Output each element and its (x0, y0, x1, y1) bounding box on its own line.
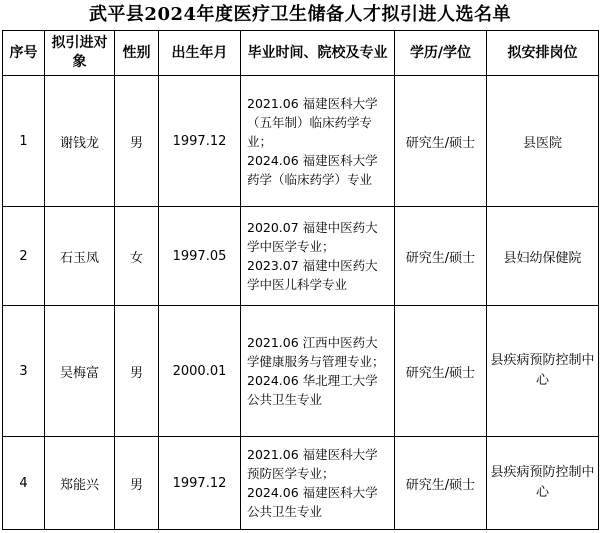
table-row (3, 306, 599, 437)
cell-post: 县疾病预防控制中心 (487, 437, 599, 530)
cell-post: 县医院 (487, 76, 599, 207)
education-line: 2021.06 福建医科大学（五年制）临床药学专业； (247, 95, 378, 149)
header-education: 毕业时间、院校及专业 (241, 31, 395, 76)
table-row (3, 76, 599, 207)
cell-degree: 研究生/硕士 (395, 207, 487, 306)
education-line: 2023.07 福建中医药大学中医儿科学专业 (247, 258, 378, 292)
cell-education (241, 437, 395, 530)
page-title: 武平县2024年度医疗卫生储备人才拟引进人选名单 (88, 4, 512, 25)
cell-education (241, 306, 395, 437)
cell-education (241, 207, 395, 306)
cell-name: 郑能兴 (45, 437, 115, 530)
cell-post: 县疾病预防控制中心 (487, 306, 599, 437)
education-line: 2024.06 福建医科大学公共卫生专业 (247, 485, 378, 519)
cell-education (241, 76, 395, 207)
cell-index: 1 (3, 76, 45, 207)
cell-name: 石玉凤 (45, 207, 115, 306)
table-row (3, 437, 599, 530)
cell-degree: 研究生/硕士 (395, 76, 487, 207)
header-index: 序号 (3, 31, 45, 76)
cell-birth: 2000.01 (159, 306, 241, 437)
table-row (3, 207, 599, 306)
education-line: 2024.06 福建医科大学药学（临床药学）专业 (247, 152, 378, 187)
cell-gender: 男 (115, 437, 159, 530)
header-degree: 学历/学位 (395, 31, 487, 76)
cell-birth: 1997.12 (159, 437, 241, 530)
education-line: 2020.07 福建中医药大学中医学专业； (247, 220, 378, 254)
header-gender: 性别 (115, 31, 159, 76)
cell-index: 3 (3, 306, 45, 437)
cell-name: 谢钱龙 (45, 76, 115, 207)
cell-degree: 研究生/硕士 (395, 437, 487, 530)
header-name: 拟引进对象 (45, 31, 115, 76)
header-post: 拟安排岗位 (487, 31, 599, 76)
education-line: 2021.06 福建医科大学预防医学专业； (247, 447, 378, 481)
education-line: 2021.06 江西中医药大学健康服务与管理专业； (247, 335, 385, 369)
cell-name: 吴梅富 (45, 306, 115, 437)
header-birth: 出生年月 (159, 31, 241, 76)
cell-birth: 1997.12 (159, 76, 241, 207)
cell-birth: 1997.05 (159, 207, 241, 306)
cell-post: 县妇幼保健院 (487, 207, 599, 306)
education-line: 2024.06 华北理工大学公共卫生专业 (247, 373, 378, 407)
header-row (3, 31, 599, 76)
cell-degree: 研究生/硕士 (395, 306, 487, 437)
cell-index: 2 (3, 207, 45, 306)
cell-gender: 男 (115, 306, 159, 437)
cell-gender: 女 (115, 207, 159, 306)
candidate-table (2, 30, 599, 530)
cell-index: 4 (3, 437, 45, 530)
cell-gender: 男 (115, 76, 159, 207)
